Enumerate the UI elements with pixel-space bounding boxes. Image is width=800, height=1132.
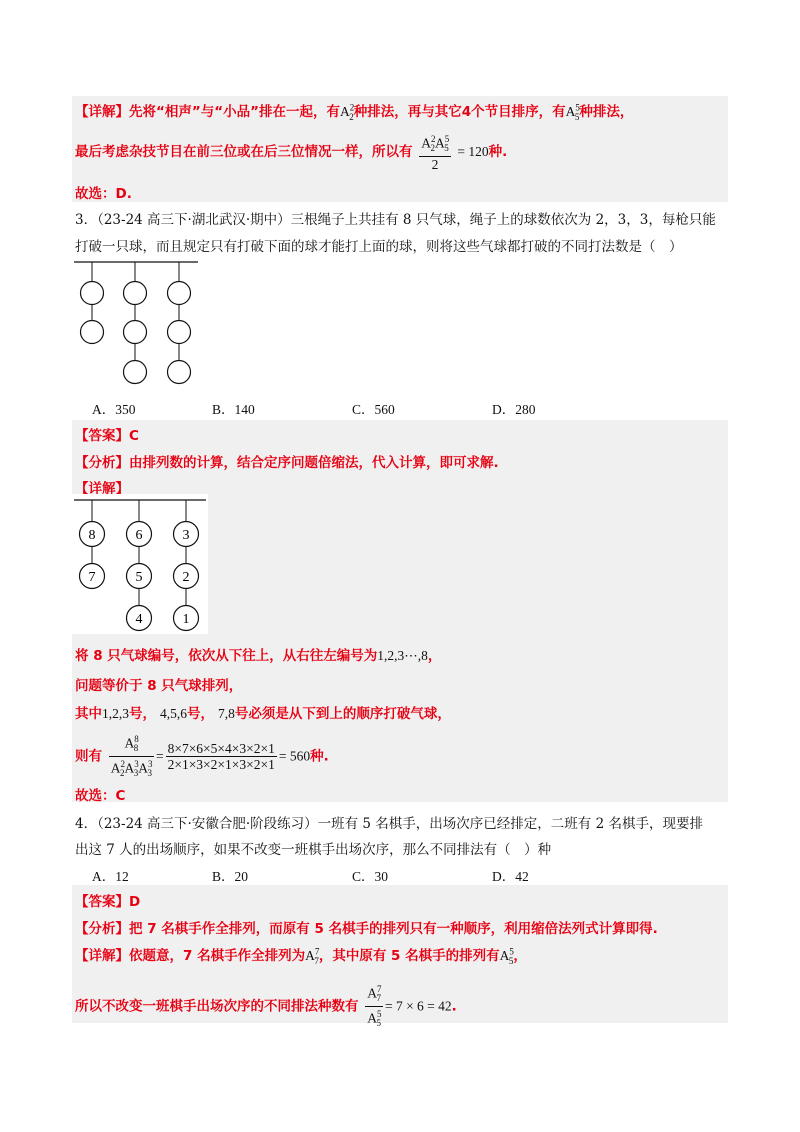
q4-analysis: 【分析】把 7 名棋手作全排列，而原有 5 名棋手的排列只有一种顺序，利用缩倍法列式计算即得. [75, 921, 658, 937]
balloon-number: 2 [182, 570, 190, 585]
q4-option-c[interactable]: C．30 [352, 869, 389, 884]
q3-numbered-balloon-figure [72, 494, 208, 634]
q4-stem-line1: 4．（23-24 高三下·安徽合肥·阶段练习）一班有 5 名棋手，出场次序已经排定，二班有 2 名棋手，现要排 [75, 816, 703, 832]
balloon-number: 7 [88, 570, 96, 585]
q3-detail-label: 【详解】 [75, 481, 129, 497]
q3-option-c[interactable]: C．560 [352, 402, 395, 417]
q3-option-d[interactable]: D．280 [492, 402, 536, 417]
q3-fraction-2: $\frac{8\times 7\times 6\times 5\times 4\times 3\times 2\times 1}{2\times 1\times 3\times 2\times 1\times 3\times 2\times 1}$ [167, 741, 275, 773]
balloon-number: 4 [135, 612, 143, 627]
balloon-number: 3 [182, 528, 190, 543]
q3-solution-line2: 问题等价于 8 只气球排列， [75, 678, 243, 694]
q2-detail-line2: 最后考虑杂技节目在前三位或在后三位情况一样，所以有 $\frac{A^2_2A^5_5}{2}$ = 120种. [75, 134, 508, 173]
balloon [168, 282, 191, 305]
q3-balloon-figure [72, 256, 202, 390]
balloon [81, 321, 104, 344]
q3-option-a[interactable]: A．350 [92, 402, 136, 417]
balloon-number: 1 [182, 612, 190, 627]
balloon [124, 321, 147, 344]
q3-solution-line3: 其中1,2,3号， 4,5,6号， 7,8号必须是从下到上的顺序打破气球， [75, 706, 451, 722]
q3-analysis: 【分析】由排列数的计算，结合定序问题倍缩法，代入计算，即可求解. [75, 455, 499, 471]
q4-stem-line2: 出这 7 人的出场顺序，如果不改变一班棋手出场次序，那么不同排法有（ ）种 [75, 842, 552, 858]
q3-stem-line2: 打破一只球，而且规定只有打破下面的球才能打上面的球，则将这些气球都打破的不同打法数是（ ） [75, 239, 683, 255]
q4-detail-line1: 【详解】依题意，7 名棋手作全排列为$A^7_7$，其中原有 5 名棋手的排列有$A^5_5$， [75, 946, 527, 966]
q4-option-b[interactable]: B．20 [212, 869, 249, 884]
balloon [81, 282, 104, 305]
q3-fraction-1: $\frac{A^8_8}{A^2_2A^3_3A^3_3}$ [110, 734, 153, 779]
balloon [168, 321, 191, 344]
q3-stem-line1: 3．（23-24 高三下·湖北武汉·期中）三根绳子上共挂有 8 只气球，绳子上的球数依次为 2，3，3，每枪只能 [75, 212, 716, 228]
balloon [124, 361, 147, 384]
q2-fraction: $\frac{A^2_2A^5_5}{2}$ [421, 134, 450, 173]
q2-choice: 故选：D. [75, 186, 132, 202]
q3-solution-line1: 将 8 只气球编号，依次从下往上，从右往左编号为1,2,3⋯,8， [75, 648, 442, 664]
q4-detail-line2: 所以不改变一班棋手出场次序的不同排法种数有 $\frac{A^7_7}{A^5_5}$ = 7 × 6 = 42. [75, 982, 457, 1031]
q3-option-b[interactable]: B．140 [212, 402, 255, 417]
q3-choice: 故选：C [75, 788, 126, 804]
balloon-number: 8 [88, 528, 96, 543]
q4-option-a[interactable]: A．12 [92, 869, 129, 884]
balloon-number: 6 [135, 528, 143, 543]
balloon [124, 282, 147, 305]
q3-answer: 【答案】C [75, 428, 139, 444]
balloon [168, 361, 191, 384]
q4-option-d[interactable]: D．42 [492, 869, 529, 884]
q4-fraction: $\frac{A^7_7}{A^5_5}$ [367, 984, 382, 1029]
q2-detail-line1: 【详解】先将“相声”与“小品”排在一起，有$A^2_2$种排法，再与其它4个节目排序，有$A^5_5$种排法， [75, 102, 634, 122]
balloon-number: 5 [135, 570, 143, 585]
q4-answer: 【答案】D [75, 894, 141, 910]
q3-solution-line4: 则有 $\frac{A^8_8}{A^2_2A^3_3A^3_3}$ = $\frac{8\times 7\times 6\times 5\times 4\times 3\times 2\times 1}{2\times 1\times 3\times 2\times 1\times 3\times 2\times 1}$ = 560种. [75, 732, 329, 781]
